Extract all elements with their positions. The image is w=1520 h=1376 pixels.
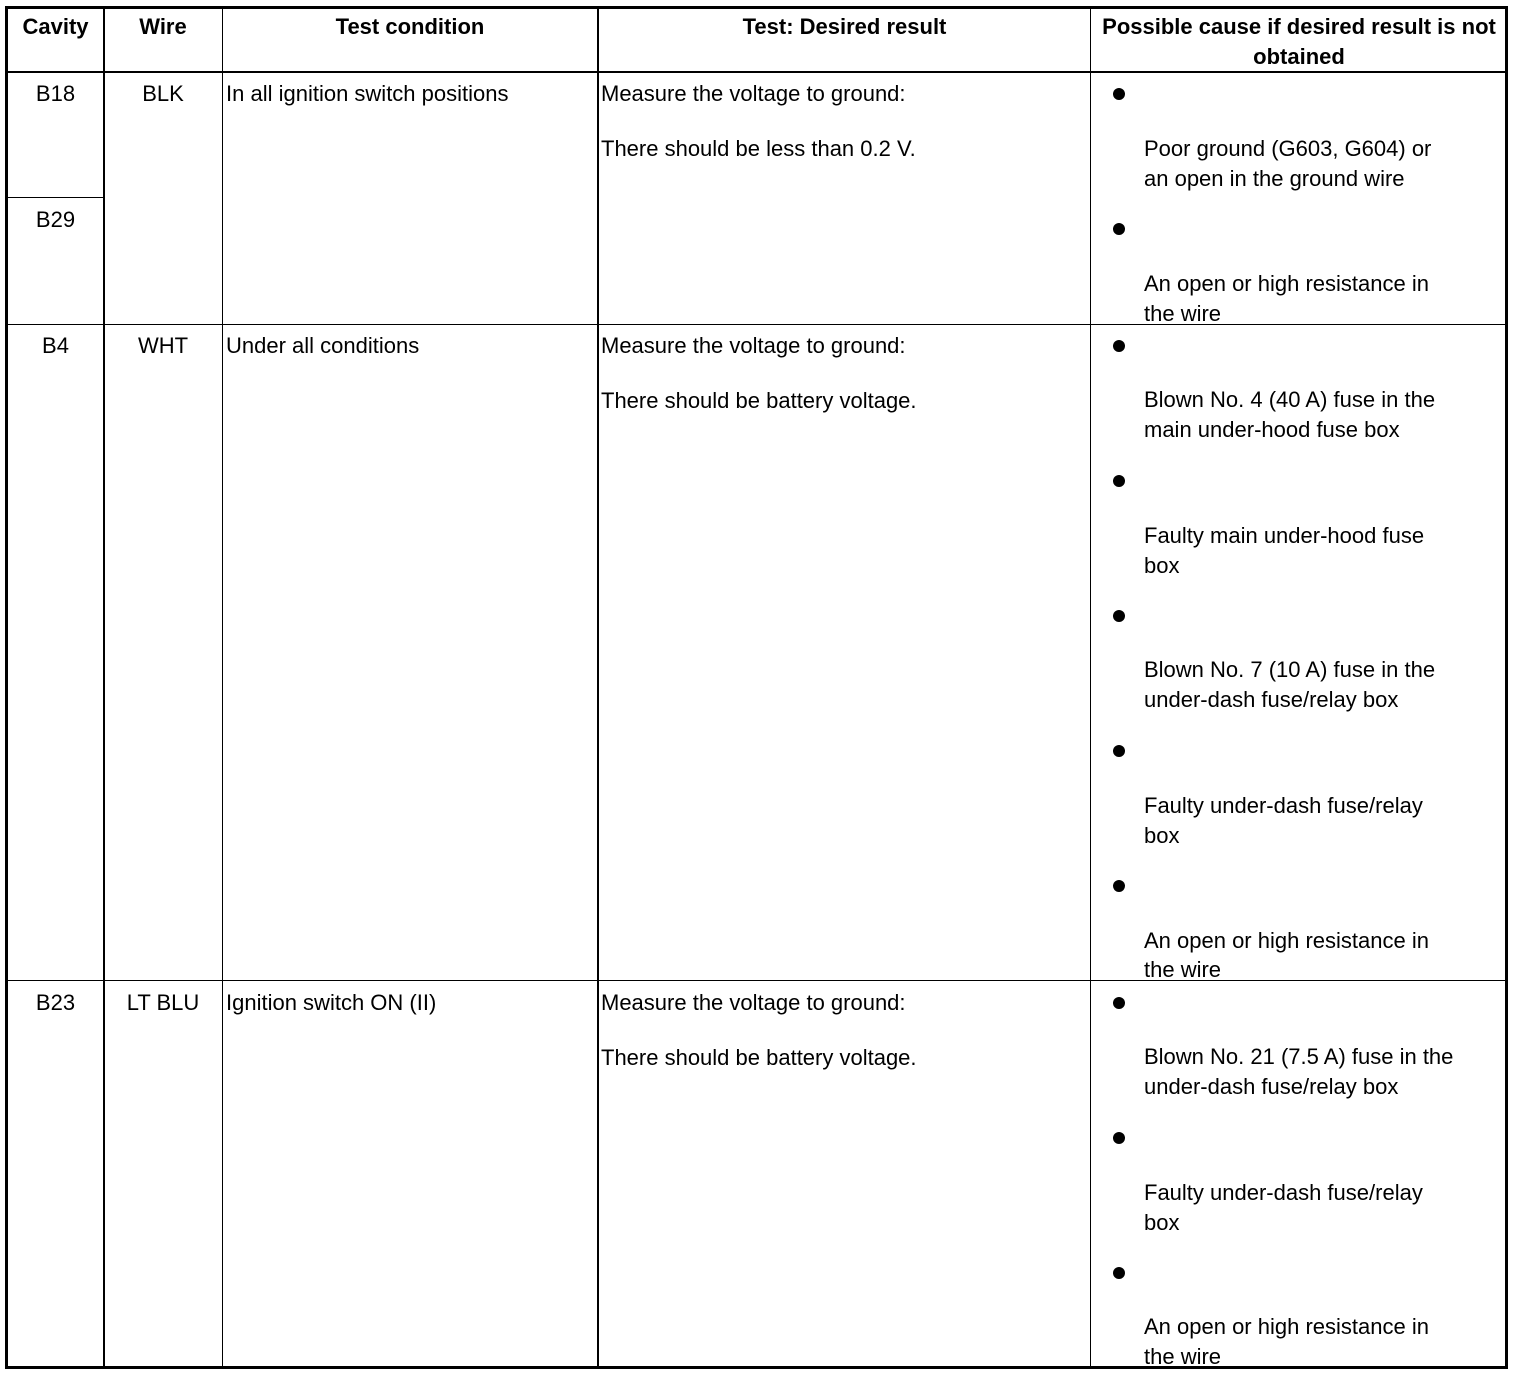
cause-line: Faulty main under-hood fuse xyxy=(1144,523,1425,548)
bullet-icon xyxy=(1113,475,1125,487)
cavity-value: B23 xyxy=(35,990,76,1015)
row-divider-1 xyxy=(8,324,1505,325)
cause-line: Blown No. 21 (7.5 A) fuse in the xyxy=(1144,1044,1454,1069)
cause-line: Blown No. 7 (10 A) fuse in the xyxy=(1144,657,1436,682)
cause-line: An open or high resistance in xyxy=(1144,928,1429,953)
bullet-icon xyxy=(1113,880,1125,892)
cavity-value: B4 xyxy=(42,333,69,358)
cavity-value: B29 xyxy=(35,207,76,232)
test-table xyxy=(5,6,1508,1369)
col-divider-2 xyxy=(222,9,223,1366)
desired-result-line: Measure the voltage to ground: xyxy=(601,990,906,1015)
cause-line: box xyxy=(1144,823,1180,848)
cause-line: under-dash fuse/relay box xyxy=(1144,687,1399,712)
cause-line: box xyxy=(1144,1210,1180,1235)
cause-line: An open or high resistance in xyxy=(1144,1314,1429,1339)
desired-result-line: Measure the voltage to ground: xyxy=(601,81,906,106)
cause-line: the wire xyxy=(1144,301,1222,326)
bullet-icon xyxy=(1113,1267,1125,1279)
col-divider-4 xyxy=(1090,9,1091,1366)
cause-line: an open in the ground wire xyxy=(1144,166,1405,191)
wire-color: WHT xyxy=(137,333,189,358)
bullet-icon xyxy=(1113,997,1125,1009)
desired-result-line: There should be battery voltage. xyxy=(601,1045,917,1070)
wire-color: BLK xyxy=(142,81,184,106)
cause-line: the wire xyxy=(1144,1344,1222,1369)
cause-line: main under-hood fuse box xyxy=(1144,417,1400,442)
cause-line: box xyxy=(1144,553,1180,578)
header-possible-cause: Possible cause if desired result is not obtained xyxy=(1102,14,1496,69)
cause-line: Faulty under-dash fuse/relay xyxy=(1144,1180,1423,1205)
bullet-icon xyxy=(1113,1132,1125,1144)
header-desired-result: Test: Desired result xyxy=(742,14,947,39)
bullet-icon xyxy=(1113,340,1125,352)
bullet-icon xyxy=(1113,745,1125,757)
cavity-split-line xyxy=(8,197,104,198)
cavity-value: B18 xyxy=(35,81,76,106)
header-wire: Wire xyxy=(139,14,187,39)
col-divider-1 xyxy=(103,9,105,1366)
bullet-icon xyxy=(1113,610,1125,622)
cause-line: An open or high resistance in xyxy=(1144,271,1429,296)
cause-line: Faulty under-dash fuse/relay xyxy=(1144,793,1423,818)
wire-color: LT BLU xyxy=(126,990,200,1015)
header-cavity: Cavity xyxy=(22,14,89,39)
cause-line: the wire xyxy=(1144,957,1222,982)
desired-result-line: There should be battery voltage. xyxy=(601,388,917,413)
header-test-condition: Test condition xyxy=(335,14,485,39)
cause-line: under-dash fuse/relay box xyxy=(1144,1074,1399,1099)
test-condition-text: Ignition switch ON (II) xyxy=(226,990,437,1015)
desired-result-line: Measure the voltage to ground: xyxy=(601,333,906,358)
test-condition-text: Under all conditions xyxy=(226,333,420,358)
bullet-icon xyxy=(1113,223,1125,235)
cause-line: Blown No. 4 (40 A) fuse in the xyxy=(1144,387,1436,412)
test-condition-text: In all ignition switch positions xyxy=(226,81,509,106)
bullet-icon xyxy=(1113,88,1125,100)
row-divider-2 xyxy=(8,980,1505,981)
desired-result-line: There should be less than 0.2 V. xyxy=(601,136,916,161)
cause-line: Poor ground (G603, G604) or xyxy=(1144,136,1432,161)
col-divider-3 xyxy=(597,9,599,1366)
